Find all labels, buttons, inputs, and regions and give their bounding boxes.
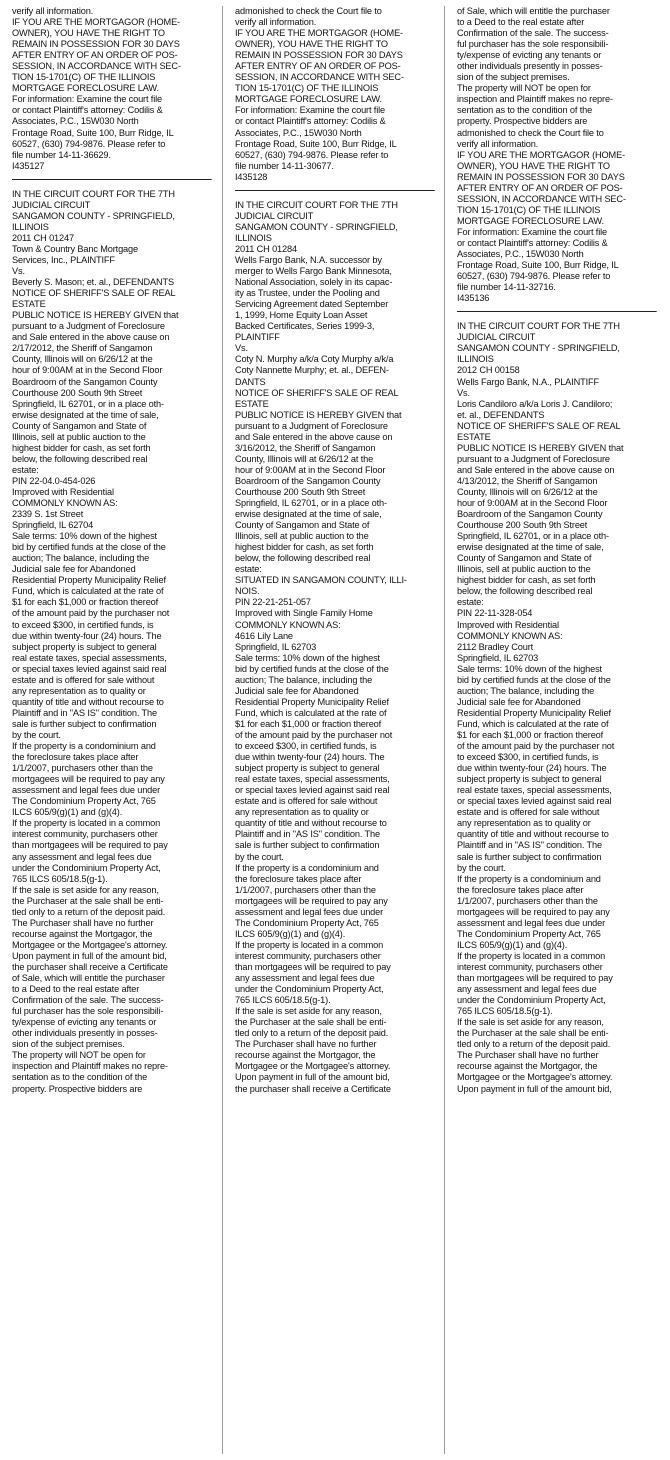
- text-line: Vs.: [12, 266, 25, 278]
- text-line: under the Condominium Property Act,: [235, 984, 384, 996]
- text-line: Improved with Single Family Home: [235, 608, 373, 620]
- column-1: [12, 6, 208, 1095]
- text-line: real estate taxes, special assessments,: [235, 774, 390, 786]
- text-line: bid by certified funds at the close of the: [457, 674, 611, 686]
- text-line: Judicial sale fee for Abandoned: [12, 564, 136, 576]
- text-line: Sale terms: 10% down of the highest: [12, 531, 157, 543]
- text-line: Springfield, IL 62701, or in a place oth-: [457, 531, 609, 543]
- text-line: merger to Wells Fargo Bank Minnesota,: [235, 266, 392, 278]
- text-line: and Sale entered in the above cause on: [12, 332, 170, 344]
- text-line: PIN 22-21-251-057: [235, 597, 311, 609]
- text-line: highest bidder for cash, as set forth: [235, 542, 374, 554]
- text-line: property. Prospective bidders are: [12, 1083, 143, 1095]
- text-line: estate:: [235, 564, 262, 576]
- text-line: 2011 CH 01247: [12, 232, 74, 244]
- text-line: OWNER), YOU HAVE THE RIGHT TO: [457, 160, 610, 172]
- text-line: below, the following described real: [235, 553, 371, 565]
- text-line: real estate taxes, special assessments,: [457, 785, 612, 797]
- text-line: Plaintiff and in "AS IS" condition. The: [457, 840, 602, 852]
- text-line: by the court.: [457, 862, 506, 874]
- text-line: to exceed $300, in certified funds, is: [457, 752, 599, 764]
- text-line: Springfield, IL 62703: [457, 652, 539, 664]
- text-line: file number 14-11-32716.: [457, 282, 556, 294]
- text-line: SANGAMON COUNTY - SPRINGFIELD,: [235, 221, 398, 233]
- text-line: For information: Examine the court file: [457, 226, 607, 238]
- text-line: Residential Property Municipality Relief: [457, 707, 611, 719]
- text-line: tled only to a return of the deposit paid.: [235, 1028, 389, 1040]
- text-line: PLAINTIFF: [235, 332, 280, 344]
- text-line: The Condominium Property Act, 765: [457, 928, 601, 940]
- text-line: The Purchaser shall have no further: [235, 1039, 377, 1051]
- text-line: below, the following described real: [457, 586, 593, 598]
- text-line: Improved with Residential: [457, 619, 559, 631]
- text-line: recourse against the Mortgagor, the: [235, 1050, 376, 1062]
- text-line: Illinois, sell at public auction to the: [457, 564, 591, 576]
- text-line: Mortgagee or the Mortgagee's attorney.: [235, 1061, 391, 1073]
- text-line: of Sale, which will entitle the purchaser: [457, 6, 610, 17]
- text-line: interest community, purchasers other: [235, 950, 381, 962]
- text-line: sion of the subject premises.: [457, 72, 570, 84]
- text-line: ILCS 605/9(g)(1) and (g)(4).: [12, 807, 123, 819]
- text-line: 1, 1999, Home Equity Loan Asset: [235, 310, 368, 322]
- text-line: ESTATE: [235, 398, 269, 410]
- text-line: SESSION, IN ACCORDANCE WITH SEC-: [12, 61, 181, 73]
- text-line: If the sale is set aside for any reason,: [457, 1017, 604, 1029]
- text-line: PIN 22-11-328-054: [457, 608, 533, 620]
- text-line: and Sale entered in the above cause on: [457, 464, 615, 476]
- text-line: interest community, purchasers other: [457, 961, 603, 973]
- text-line: Plaintiff and in "AS IS" condition. The: [12, 707, 157, 719]
- text-line: other individuals presently in posses-: [457, 61, 603, 73]
- text-line: The Purchaser shall have no further: [457, 1050, 599, 1062]
- text-line: 2339 S. 1st Street: [12, 509, 84, 521]
- text-line: Backed Certificates, Series 1999-3,: [235, 321, 375, 333]
- text-line: SANGAMON COUNTY - SPRINGFIELD,: [12, 210, 175, 222]
- text-line: IF YOU ARE THE MORTGAGOR (HOME-: [457, 149, 625, 161]
- text-line: Residential Property Municipality Relief: [235, 696, 389, 708]
- text-line: than mortgagees will be required to pay: [235, 961, 391, 973]
- text-line: the foreclosure takes place after: [457, 884, 584, 896]
- text-line: estate and is offered for sale without: [12, 674, 155, 686]
- text-line: auction; The balance, including the: [12, 553, 150, 565]
- text-line: $1 for each $1,000 or fraction thereof: [12, 597, 159, 609]
- text-line: any representation as to quality or: [457, 818, 591, 830]
- text-line: $1 for each $1,000 or fraction thereof: [235, 718, 382, 730]
- text-line: pursuant to a Judgment of Foreclosure: [235, 420, 388, 432]
- text-line: Upon payment in full of the amount bid,: [457, 1083, 612, 1095]
- column-2: [235, 6, 431, 1095]
- text-line: Fund, which is calculated at the rate of: [12, 586, 164, 598]
- text-line: REMAIN IN POSSESSION FOR 30 DAYS: [457, 171, 625, 183]
- text-line: SITUATED IN SANGAMON COUNTY, ILLI-: [235, 575, 407, 587]
- text-line: Illinois, sell at public auction to the: [12, 431, 146, 443]
- text-line: Sale terms: 10% down of the highest: [457, 663, 602, 675]
- text-line: MORTGAGE FORECLOSURE LAW.: [457, 215, 604, 227]
- text-line: estate:: [12, 464, 39, 476]
- text-line: AFTER ENTRY OF AN ORDER OF POS-: [457, 182, 623, 194]
- text-line: pursuant to a Judgment of Foreclosure: [457, 453, 610, 465]
- text-line: interest community, purchasers other: [12, 829, 158, 841]
- text-line: Vs.: [235, 343, 248, 355]
- text-line: or special taxes levied against said real: [12, 663, 167, 675]
- text-line: I435136: [457, 293, 490, 305]
- text-line: National Association, solely in its capac-: [235, 277, 393, 289]
- text-line: Plaintiff and in "AS IS" condition. The: [235, 829, 380, 841]
- text-line: PUBLIC NOTICE IS HEREBY GIVEN that: [235, 409, 402, 421]
- text-line: Frontage Road, Suite 100, Burr Ridge, IL: [235, 138, 397, 150]
- column-divider: [222, 6, 223, 1454]
- text-line: MORTGAGE FORECLOSURE LAW.: [235, 94, 382, 106]
- text-line: Associates, P.C., 15W030 North: [457, 249, 584, 261]
- text-line: recourse against the Mortgagor, the: [457, 1061, 598, 1073]
- text-line: TION 15-1701(C) OF THE ILLINOIS: [457, 204, 601, 216]
- text-line: auction; The balance, including the: [457, 685, 595, 697]
- text-line: 2012 CH 00158: [457, 365, 520, 377]
- text-line: sale is further subject to confirmation: [12, 718, 157, 730]
- text-line: than mortgagees will be required to pay: [457, 973, 613, 985]
- notice-separator: [12, 179, 212, 189]
- text-line: Residential Property Municipality Relief: [12, 575, 166, 587]
- text-line: If the property is located in a common: [457, 950, 606, 962]
- text-line: ILLINOIS: [235, 232, 272, 244]
- text-line: estate and is offered for sale without: [235, 796, 378, 808]
- text-line: of the amount paid by the purchaser not: [12, 608, 170, 620]
- text-line: PIN 22-04.0-454-026: [12, 475, 96, 487]
- text-line: or special taxes levied against said real: [235, 785, 390, 797]
- text-line: ILLINOIS: [457, 354, 494, 366]
- text-line: to exceed $300, in certified funds, is: [235, 741, 377, 753]
- text-line: REMAIN IN POSSESSION FOR 30 DAYS: [235, 50, 403, 62]
- text-line: Coty N. Murphy a/k/a Coty Murphy a/k/a: [235, 354, 394, 366]
- text-line: SANGAMON COUNTY - SPRINGFIELD,: [457, 343, 620, 355]
- text-line: any assessment and legal fees due: [457, 984, 597, 996]
- text-line: sentation as to the condition of the: [12, 1072, 148, 1084]
- text-line: ity as Trustee, under the Pooling and: [235, 288, 380, 300]
- text-line: the purchaser shall receive a Certificate: [235, 1083, 391, 1095]
- text-line: 2011 CH 01284: [235, 243, 297, 255]
- text-line: the Purchaser at the sale shall be enti-: [235, 1017, 387, 1029]
- text-line: Loris Candiloro a/k/a Loris J. Candiloro;: [457, 398, 613, 410]
- text-line: erwise designated at the time of sale,: [235, 509, 382, 521]
- text-line: 765 ILCS 605/18.5(g-1).: [457, 1006, 553, 1018]
- text-line: verify all information.: [235, 17, 317, 29]
- text-line: highest bidder for cash, as set forth: [12, 442, 151, 454]
- text-line: et. al., DEFENDANTS: [457, 409, 545, 421]
- text-line: The Condominium Property Act, 765: [235, 917, 379, 929]
- text-line: PUBLIC NOTICE IS HEREBY GIVEN that: [457, 442, 624, 454]
- text-line: erwise designated at the time of sale,: [457, 542, 604, 554]
- text-line: pursuant to a Judgment of Foreclosure: [12, 321, 165, 333]
- text-line: JUDICIAL CIRCUIT: [12, 199, 91, 211]
- text-line: The Purchaser shall have no further: [12, 917, 154, 929]
- text-line: real estate taxes, special assessments,: [12, 652, 167, 664]
- text-line: the Purchaser at the sale shall be enti-: [12, 895, 164, 907]
- text-line: 765 ILCS 605/18.5(g-1).: [235, 995, 331, 1007]
- text-line: The property will NOT be open for: [12, 1050, 146, 1062]
- text-line: erwise designated at the time of sale,: [12, 409, 159, 421]
- text-line: 60527, (630) 794-9876. Please refer to: [12, 138, 166, 150]
- text-line: The property will NOT be open for: [457, 83, 591, 95]
- text-line: Mortgagee or the Mortgagee's attorney.: [457, 1072, 613, 1084]
- text-line: Services, Inc., PLAINTIFF: [12, 254, 115, 266]
- text-line: sale is further subject to confirmation: [457, 851, 602, 863]
- text-line: JUDICIAL CIRCUIT: [457, 332, 536, 344]
- text-line: admonished to check the Court file to: [457, 127, 604, 139]
- text-line: County, Illinois will on 6/26/12 at the: [12, 354, 153, 366]
- text-line: ILCS 605/9(g)(1) and (g)(4).: [235, 928, 346, 940]
- text-line: County of Sangamon and State of: [235, 520, 370, 532]
- text-line: Judicial sale fee for Abandoned: [235, 685, 359, 697]
- text-line: of the amount paid by the purchaser not: [457, 741, 615, 753]
- text-line: SESSION, IN ACCORDANCE WITH SEC-: [235, 72, 404, 84]
- text-line: NOTICE OF SHERIFF'S SALE OF REAL: [12, 288, 176, 300]
- text-line: IF YOU ARE THE MORTGAGOR (HOME-: [12, 17, 180, 29]
- text-line: Wells Fargo Bank, N.A., PLAINTIFF: [457, 376, 599, 388]
- text-line: Springfield, IL 62701, or in a place oth-: [235, 498, 387, 510]
- text-line: IF YOU ARE THE MORTGAGOR (HOME-: [235, 28, 403, 40]
- text-line: DANTS: [235, 376, 266, 388]
- text-line: If the property is a condominium and: [235, 862, 379, 874]
- text-line: Fund, which is calculated at the rate of: [235, 707, 387, 719]
- text-line: For information: Examine the court file: [12, 94, 162, 106]
- text-line: of Sale, which will entitle the purchaser: [12, 973, 165, 985]
- text-line: ty/expense of evicting any tenants or: [457, 50, 602, 62]
- text-line: MORTGAGE FORECLOSURE LAW.: [12, 83, 159, 95]
- text-line: I435127: [12, 160, 45, 172]
- notice-separator: [457, 311, 657, 321]
- text-line: sion of the subject premises.: [12, 1039, 125, 1051]
- text-line: ESTATE: [12, 299, 46, 311]
- text-line: due within twenty-four (24) hours. The: [235, 752, 385, 764]
- text-line: Confirmation of the sale. The success-: [12, 995, 164, 1007]
- text-line: tled only to a return of the deposit paid.: [457, 1039, 611, 1051]
- text-line: sale is further subject to confirmation: [235, 840, 380, 852]
- text-line: For information: Examine the court file: [235, 105, 385, 117]
- text-line: below, the following described real: [12, 453, 148, 465]
- text-line: quantity of title and without recourse to: [235, 818, 387, 830]
- text-line: any assessment and legal fees due: [235, 973, 375, 985]
- column-divider: [444, 6, 445, 1454]
- text-line: If the sale is set aside for any reason,: [235, 1006, 382, 1018]
- text-line: Boardroom of the Sangamon County: [12, 376, 158, 388]
- text-line: or contact Plaintiff's attorney: Codilis &: [235, 116, 386, 128]
- text-line: the purchaser shall receive a Certificate: [12, 961, 168, 973]
- text-line: due within twenty-four (24) hours. The: [457, 763, 607, 775]
- text-line: Upon payment in full of the amount bid,: [235, 1072, 390, 1084]
- text-line: If the sale is set aside for any reason,: [12, 884, 159, 896]
- text-line: 3/16/2012, the Sheriff of Sangamon: [235, 442, 376, 454]
- text-line: 60527, (630) 794-9876. Please refer to: [235, 149, 389, 161]
- text-line: Coty Nannette Murphy; et. al., DEFEN-: [235, 365, 389, 377]
- text-line: to exceed $300, in certified funds, is: [12, 619, 154, 631]
- text-line: Courthouse 200 South 9th Street: [12, 387, 143, 399]
- text-line: OWNER), YOU HAVE THE RIGHT TO: [12, 28, 165, 40]
- text-line: Confirmation of the sale. The success-: [457, 28, 609, 40]
- text-line: Servicing Agreement dated September: [235, 299, 389, 311]
- text-line: the foreclosure takes place after: [12, 752, 139, 764]
- text-line: subject property is subject to general: [457, 774, 602, 786]
- text-line: admonished to check the Court file to: [235, 6, 382, 17]
- text-line: any representation as to quality or: [235, 807, 369, 819]
- text-line: Beverly S. Mason; et. al., DEFENDANTS: [12, 277, 175, 289]
- text-line: $1 for each $1,000 or fraction thereof: [457, 730, 604, 741]
- text-line: Vs.: [457, 387, 470, 399]
- text-line: subject property is subject to general: [12, 641, 157, 653]
- text-line: Frontage Road, Suite 100, Burr Ridge, IL: [457, 260, 619, 272]
- text-line: the foreclosure takes place after: [235, 873, 362, 885]
- text-line: 2112 Bradley Court: [457, 641, 534, 653]
- text-line: NOTICE OF SHERIFF'S SALE OF REAL: [457, 420, 621, 432]
- text-line: I435128: [235, 171, 268, 183]
- text-line: highest bidder for cash, as set forth: [457, 575, 596, 587]
- text-line: IN THE CIRCUIT COURT FOR THE 7TH: [12, 188, 175, 200]
- text-line: Judicial sale fee for Abandoned: [457, 696, 581, 708]
- text-line: ful purchaser has the sole responsibili-: [457, 39, 609, 51]
- text-line: to a Deed to the real estate after: [457, 17, 585, 29]
- text-line: assessment and legal fees due under: [457, 917, 606, 929]
- text-line: assessment and legal fees due under: [235, 906, 384, 918]
- text-line: Boardroom of the Sangamon County: [235, 475, 381, 487]
- text-line: Fund, which is calculated at the rate of: [457, 718, 609, 730]
- text-line: COMMONLY KNOWN AS:: [235, 619, 341, 631]
- text-line: REMAIN IN POSSESSION FOR 30 DAYS: [12, 39, 180, 51]
- text-line: PUBLIC NOTICE IS HEREBY GIVEN that: [12, 310, 179, 322]
- text-line: Courthouse 200 South 9th Street: [457, 520, 588, 532]
- text-line: County, Illinois will at 6/26/12 at the: [235, 453, 374, 465]
- text-line: AFTER ENTRY OF AN ORDER OF POS-: [235, 61, 401, 73]
- text-line: County, Illinois will on 6/26/12 at the: [457, 486, 598, 498]
- text-line: file number 14-11-30677.: [235, 160, 334, 172]
- text-line: any representation as to quality or: [12, 685, 146, 697]
- text-line: bid by certified funds at the close of the: [235, 663, 389, 675]
- text-line: estate:: [457, 597, 484, 609]
- text-line: 4616 Lily Lane: [235, 630, 293, 642]
- text-line: If the property is a condominium and: [12, 741, 156, 753]
- text-line: COMMONLY KNOWN AS:: [457, 630, 563, 642]
- text-line: Springfield, IL 62701, or in a place oth-: [12, 398, 164, 410]
- text-line: Wells Fargo Bank, N.A. successor by: [235, 254, 382, 266]
- text-line: estate and is offered for sale without: [457, 807, 600, 819]
- text-line: TION 15-1701(C) OF THE ILLINOIS: [235, 83, 379, 95]
- text-line: ful purchaser has the sole responsibili-: [12, 1006, 164, 1018]
- text-line: NOTICE OF SHERIFF'S SALE OF REAL: [235, 387, 399, 399]
- text-line: IN THE CIRCUIT COURT FOR THE 7TH: [457, 321, 620, 333]
- text-line: 4/13/2012, the Sheriff of Sangamon: [457, 475, 598, 487]
- text-line: Springfield, IL 62703: [235, 641, 317, 653]
- text-line: mortgagees will be required to pay any: [457, 906, 610, 918]
- text-line: bid by certified funds at the close of the: [12, 542, 166, 554]
- text-line: IN THE CIRCUIT COURT FOR THE 7TH: [235, 199, 398, 211]
- text-line: Frontage Road, Suite 100, Burr Ridge, IL: [12, 127, 174, 139]
- text-line: Illinois, sell at public auction to the: [235, 531, 369, 543]
- text-line: If the property is located in a common: [12, 818, 161, 830]
- text-line: under the Condominium Property Act,: [12, 862, 161, 874]
- text-line: JUDICIAL CIRCUIT: [235, 210, 314, 222]
- text-line: or special taxes levied against said real: [457, 796, 612, 808]
- text-line: tled only to a return of the deposit paid.: [12, 906, 166, 918]
- text-line: Mortgagee or the Mortgagee's attorney.: [12, 939, 168, 951]
- text-line: ty/expense of evicting any tenants or: [12, 1017, 157, 1029]
- text-line: any assessment and legal fees due: [12, 851, 152, 863]
- text-line: 60527, (630) 794-9876. Please refer to: [457, 271, 611, 283]
- text-line: Town & Country Banc Mortgage: [12, 243, 138, 255]
- text-line: or contact Plaintiff's attorney: Codilis &: [12, 105, 163, 117]
- text-line: auction; The balance, including the: [235, 674, 373, 686]
- text-line: Courthouse 200 South 9th Street: [235, 486, 366, 498]
- text-line: and Sale entered in the above cause on: [235, 431, 393, 443]
- text-line: hour of 9:00AM at in the Second Floor: [235, 464, 386, 476]
- text-line: by the court.: [235, 851, 284, 863]
- text-line: inspection and Plaintiff makes no repre-: [12, 1061, 168, 1073]
- text-line: verify all information.: [12, 6, 94, 17]
- text-line: file number 14-11-36629.: [12, 149, 111, 161]
- text-line: quantity of title and without recourse to: [12, 696, 164, 708]
- text-line: ESTATE: [457, 431, 491, 443]
- text-line: County of Sangamon and State of: [457, 553, 592, 565]
- text-line: property. Prospective bidders are: [457, 116, 588, 128]
- notice-separator: [235, 190, 435, 200]
- text-line: AFTER ENTRY OF AN ORDER OF POS-: [12, 50, 178, 62]
- text-line: inspection and Plaintiff makes no repre-: [457, 94, 613, 106]
- text-line: TION 15-1701(C) OF THE ILLINOIS: [12, 72, 156, 84]
- text-line: other individuals presently in posses-: [12, 1028, 158, 1040]
- text-line: or contact Plaintiff's attorney: Codilis &: [457, 237, 608, 249]
- text-line: to a Deed to the real estate after: [12, 984, 140, 996]
- text-line: verify all information.: [457, 138, 539, 150]
- text-line: the Purchaser at the sale shall be enti-: [457, 1028, 609, 1040]
- text-line: hour of 9:00AM at in the Second Floor: [457, 498, 608, 510]
- text-line: due within twenty-four (24) hours. The: [12, 630, 162, 642]
- text-line: by the court.: [12, 730, 61, 741]
- text-line: 1/1/2007, purchasers other than the: [235, 884, 376, 896]
- text-line: The Condominium Property Act, 765: [12, 796, 156, 808]
- text-line: assessment and legal fees due under: [12, 785, 161, 797]
- text-line: If the property is located in a common: [235, 939, 384, 951]
- text-line: Upon payment in full of the amount bid,: [12, 950, 167, 962]
- text-line: County of Sangamon and State of: [12, 420, 147, 432]
- text-line: 2/17/2012, the Sheriff of Sangamon: [12, 343, 153, 355]
- text-line: Associates, P.C., 15W030 North: [12, 116, 139, 128]
- text-line: mortgagees will be required to pay any: [235, 895, 388, 907]
- text-line: ILLINOIS: [12, 221, 49, 233]
- text-line: Sale terms: 10% down of the highest: [235, 652, 380, 664]
- text-line: ILCS 605/9(g)(1) and (g)(4).: [457, 939, 568, 951]
- text-line: under the Condominium Property Act,: [457, 995, 606, 1007]
- column-3: [457, 6, 653, 1095]
- text-line: than mortgagees will be required to pay: [12, 840, 168, 852]
- text-line: sentation as to the condition of the: [457, 105, 593, 117]
- text-line: COMMONLY KNOWN AS:: [12, 498, 118, 510]
- text-line: Boardroom of the Sangamon County: [457, 509, 603, 521]
- text-line: If the property is a condominium and: [457, 873, 601, 885]
- text-line: of the amount paid by the purchaser not: [235, 730, 393, 741]
- text-line: 1/1/2007, purchasers other than the: [12, 763, 153, 775]
- text-line: 765 ILCS 605/18.5(g-1).: [12, 873, 108, 885]
- text-line: subject property is subject to general: [235, 763, 380, 775]
- text-line: Springfield, IL 62704: [12, 520, 94, 532]
- text-line: recourse against the Mortgagor, the: [12, 928, 153, 940]
- text-line: Improved with Residential: [12, 486, 114, 498]
- text-line: 1/1/2007, purchasers other than the: [457, 895, 598, 907]
- text-line: NOIS.: [235, 586, 260, 598]
- text-line: mortgagees will be required to pay any: [12, 774, 165, 786]
- text-line: quantity of title and without recourse to: [457, 829, 609, 841]
- text-line: Associates, P.C., 15W030 North: [235, 127, 362, 139]
- text-line: OWNER), YOU HAVE THE RIGHT TO: [235, 39, 388, 51]
- text-line: SESSION, IN ACCORDANCE WITH SEC-: [457, 193, 626, 205]
- text-line: hour of 9:00AM at in the Second Floor: [12, 365, 163, 377]
